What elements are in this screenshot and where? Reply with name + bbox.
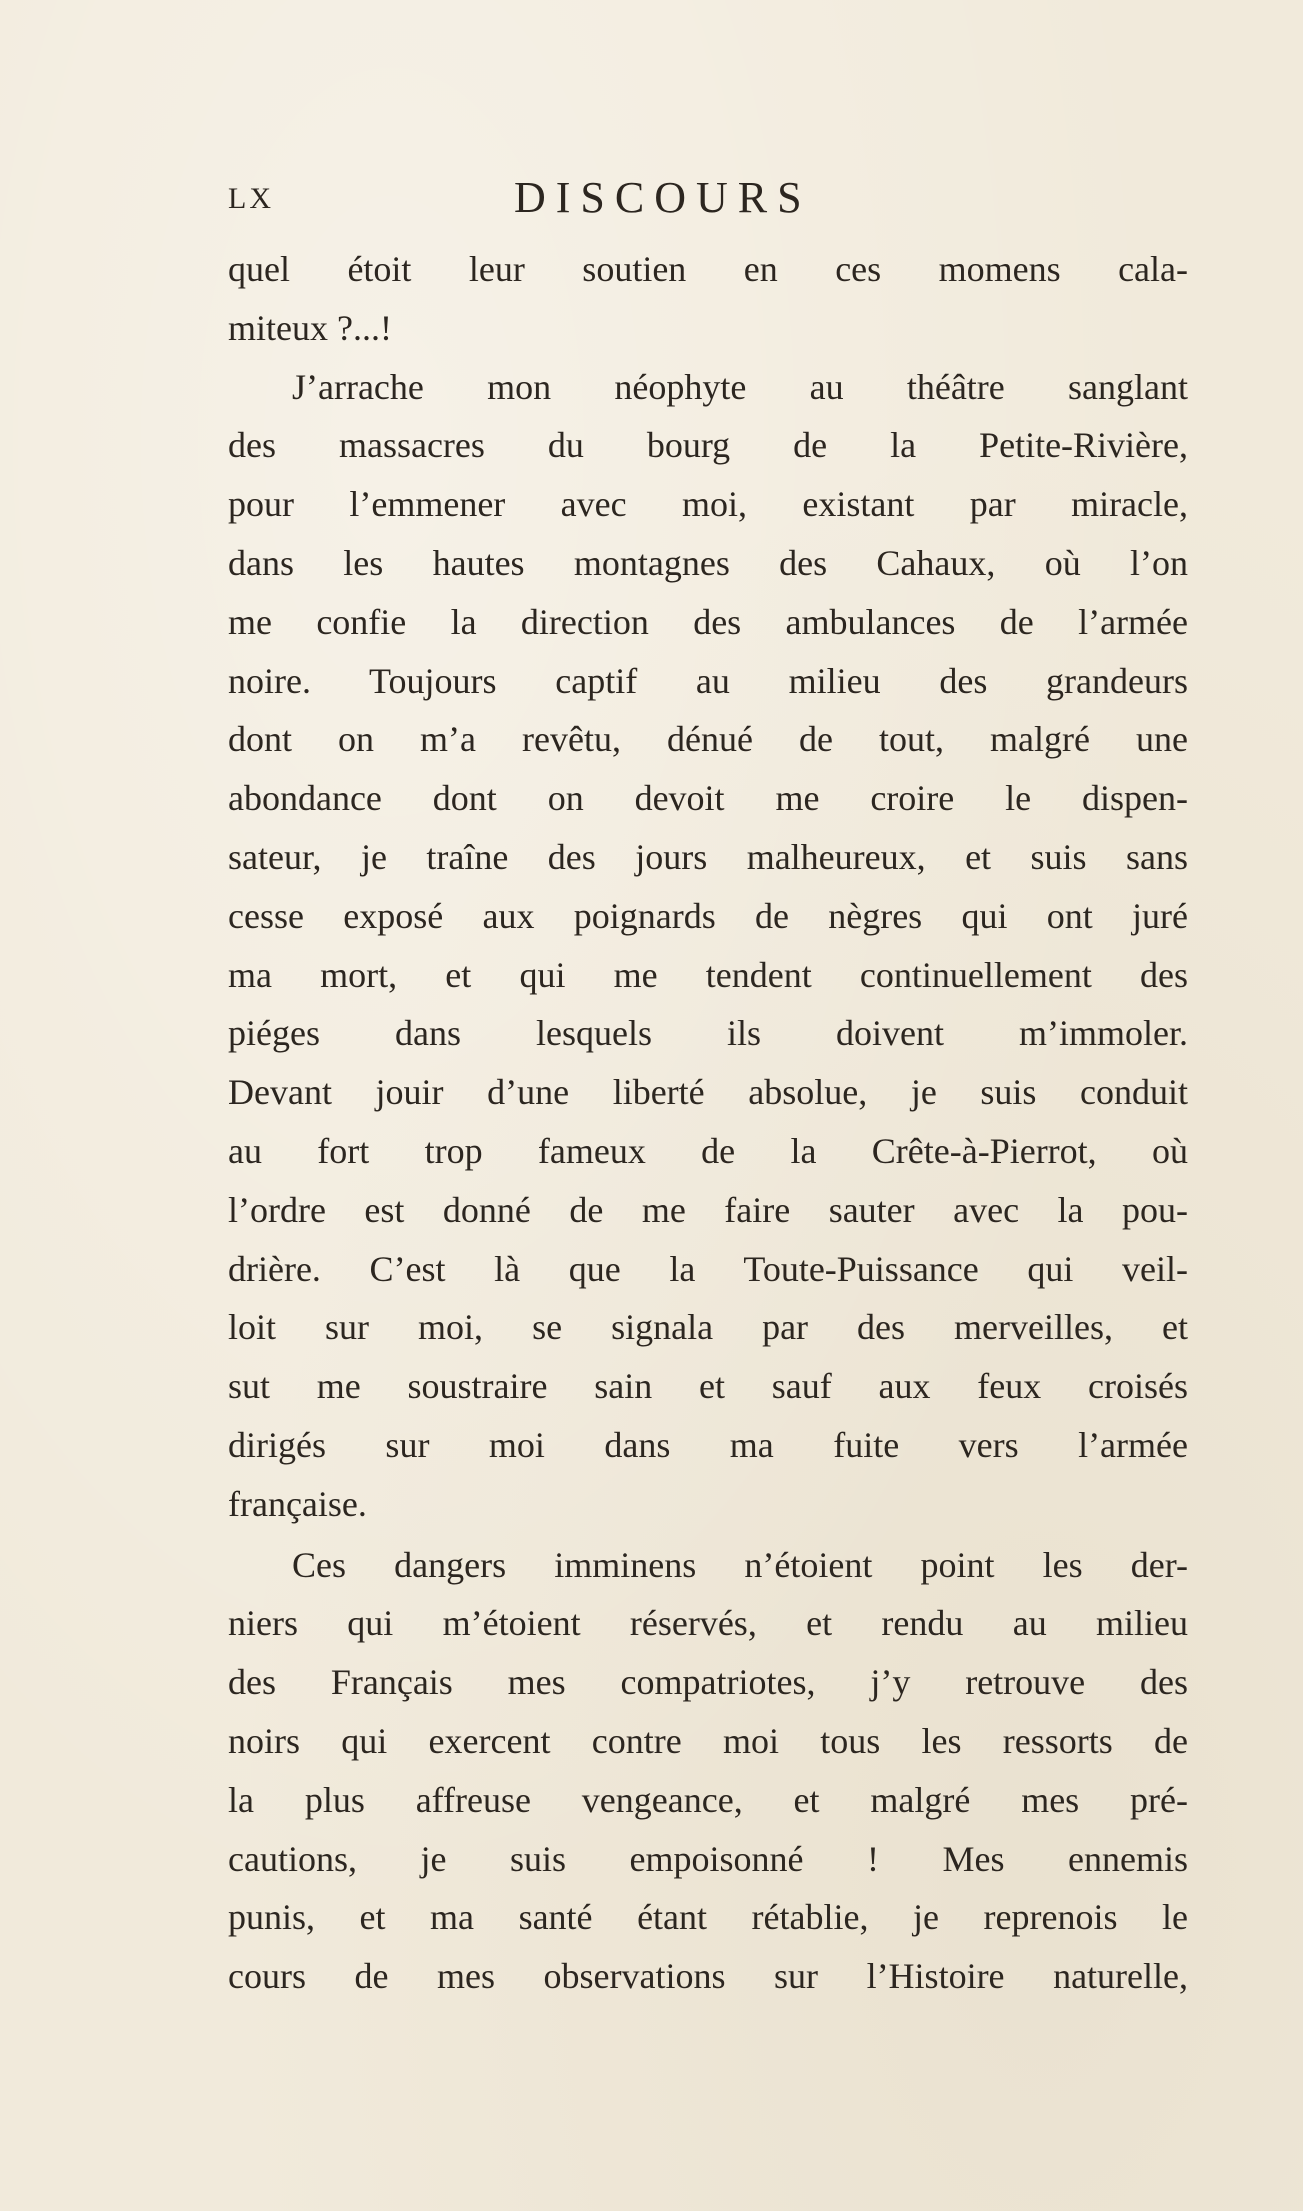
- text-line: noirs qui exercent contre moi tous les ressorts de: [228, 1720, 1188, 1761]
- text-line: miteux ?...!: [228, 307, 392, 348]
- text-line: pour l’emmener avec moi, existant par miracle,: [228, 484, 1188, 525]
- text-line: la plus affreuse vengeance, et malgré mes pré-: [228, 1779, 1188, 1820]
- text-line: Devant jouir d’une liberté absolue, je suis conduit: [228, 1072, 1188, 1113]
- text-line: des massacres du bourg de la Petite-Rivière,: [228, 425, 1188, 466]
- text-line: piéges dans lesquels ils doivent m’immoler.: [228, 1013, 1188, 1054]
- section-title: DISCOURS: [514, 173, 812, 222]
- text-line: quel étoit leur soutien en ces momens cala-: [228, 249, 1188, 289]
- text-line: cesse exposé aux poignards de nègres qui ont juré: [228, 895, 1188, 936]
- text-line: me confie la direction des ambulances de l’armée: [228, 601, 1188, 642]
- text-line: ma mort, et qui me tendent continuellement des: [228, 954, 1188, 995]
- text-line: punis, et ma santé étant rétablie, je reprenois le: [228, 1897, 1188, 1938]
- text-line: loit sur moi, se signala par des merveilles, et: [228, 1307, 1188, 1348]
- text-line: sut me soustraire sain et sauf aux feux croisés: [228, 1366, 1188, 1407]
- text-line: des Français mes compatriotes, j’y retrouve des: [228, 1662, 1188, 1703]
- text-line: abondance dont on devoit me croire le dispen-: [228, 778, 1188, 819]
- text-line: sateur, je traîne des jours malheureux, et suis sans: [228, 836, 1188, 877]
- text-line: drière. C’est là que la Toute-Puissance qui veil-: [228, 1248, 1188, 1289]
- running-head: [228, 172, 1188, 232]
- text-line: cours de mes observations sur l’Histoire naturelle,: [228, 1956, 1188, 1997]
- text-line: noire. Toujours captif au milieu des grandeurs: [228, 660, 1188, 701]
- text-line: dirigés sur moi dans ma fuite vers l’armée: [228, 1424, 1188, 1465]
- text-line: dont on m’a revêtu, dénué de tout, malgré une: [228, 719, 1188, 760]
- page-number: LX: [228, 182, 274, 215]
- text-line: dans les hautes montagnes des Cahaux, où l’on: [228, 542, 1188, 583]
- text-line: l’ordre est donné de me faire sauter avec la pou-: [228, 1189, 1188, 1230]
- text-line: au fort trop fameux de la Crête-à-Pierrot, où: [228, 1130, 1188, 1171]
- text-line: cautions, je suis empoisonné ! Mes ennemis: [228, 1838, 1188, 1879]
- text-line: française.: [228, 1483, 367, 1524]
- paragraph-start-line: Ces dangers imminens n’étoient point les der-: [292, 1544, 1188, 1585]
- body-text: [228, 240, 1188, 2006]
- paragraph-start-line: J’arrache mon néophyte au théâtre sanglant: [292, 366, 1188, 407]
- text-line: niers qui m’étoient réservés, et rendu au milieu: [228, 1603, 1188, 1644]
